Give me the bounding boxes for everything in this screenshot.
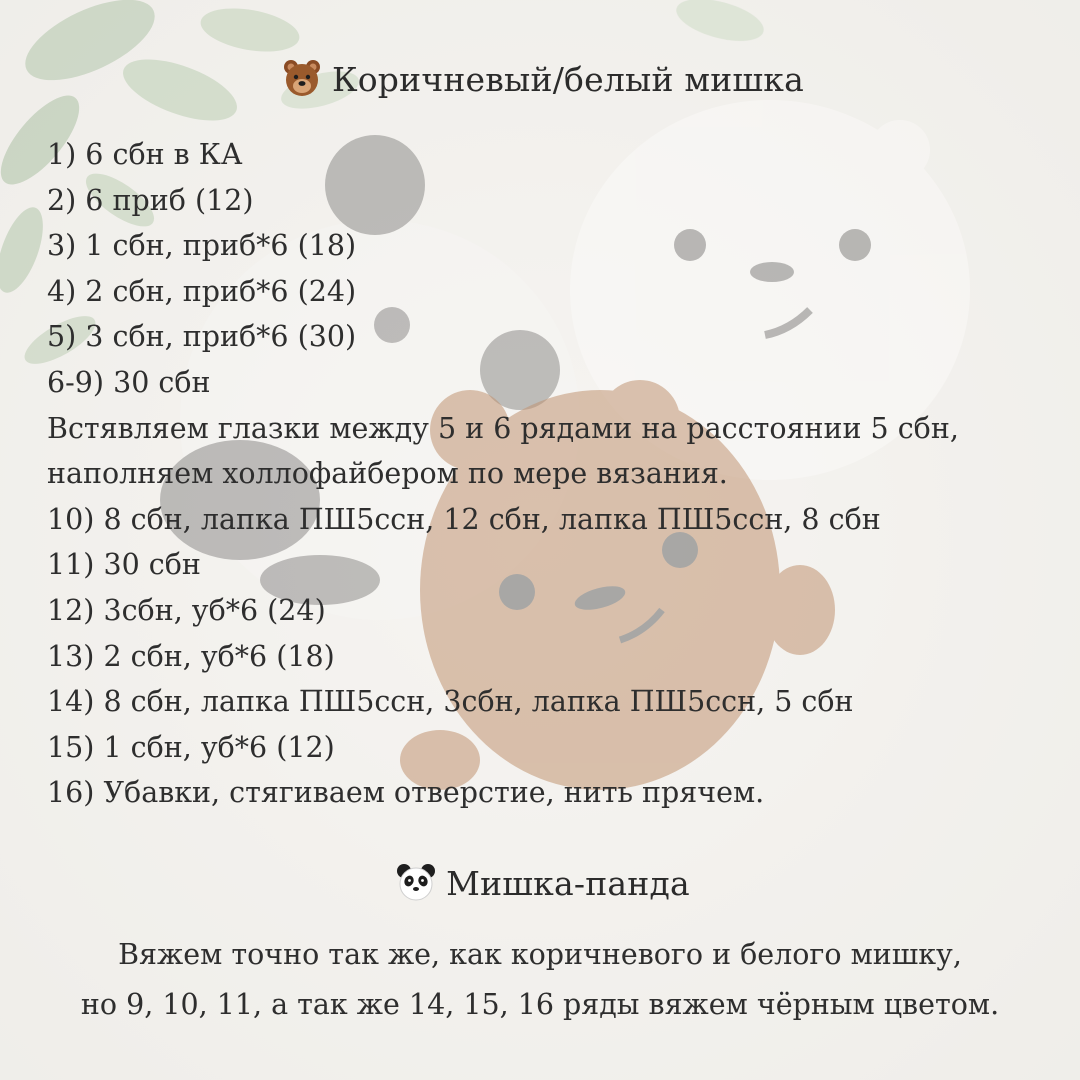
pattern-step: 4) 2 сбн, приб*6 (24) [47, 274, 357, 308]
panda-bear-title: Мишка-панда [446, 864, 690, 903]
pattern-step: 10) 8 сбн, лапка ПШ5ссн, 12 сбн, лапка ПШ5ссн, 8 сбн [47, 502, 881, 536]
pattern-steps-list [47, 132, 959, 816]
panda-instructions [0, 930, 1080, 1030]
panda-instruction-line: но 9, 10, 11, а так же 14, 15, 16 ряды вяжем чёрным цветом. [80, 988, 1000, 1021]
pattern-step: 16) Убавки, стягиваем отверстие, нить прячем. [47, 776, 765, 810]
pattern-step: 13) 2 сбн, уб*6 (18) [47, 639, 335, 673]
bear-face-icon [282, 58, 322, 106]
panda-instruction-line: Вяжем точно так же, как коричневого и белого мишку, [118, 938, 962, 971]
pattern-step: 6-9) 30 сбн [47, 365, 211, 399]
pattern-step: 15) 1 сбн, уб*6 (12) [47, 730, 335, 764]
panda-face-icon [396, 862, 436, 910]
brown-white-bear-heading [0, 58, 1080, 106]
pattern-step: 14) 8 сбн, лапка ПШ5ссн, 3сбн, лапка ПШ5ссн, 5 сбн [47, 685, 854, 719]
pattern-step: 3) 1 сбн, приб*6 (18) [47, 229, 357, 263]
pattern-step: Встявляем глазки между 5 и 6 рядами на расстоянии 5 сбн, [47, 411, 959, 445]
pattern-step: 11) 30 сбн [47, 548, 201, 582]
pattern-step: 2) 6 приб (12) [47, 183, 254, 217]
pattern-step: наполняем холлофайбером по мере вязания. [47, 457, 728, 491]
brown-white-bear-title: Коричневый/белый мишка [332, 60, 804, 99]
pattern-step: 1) 6 сбн в КА [47, 138, 243, 171]
pattern-step: 12) 3сбн, уб*6 (24) [47, 593, 326, 627]
panda-bear-heading [0, 862, 1080, 910]
pattern-step: 5) 3 сбн, приб*6 (30) [47, 320, 357, 354]
